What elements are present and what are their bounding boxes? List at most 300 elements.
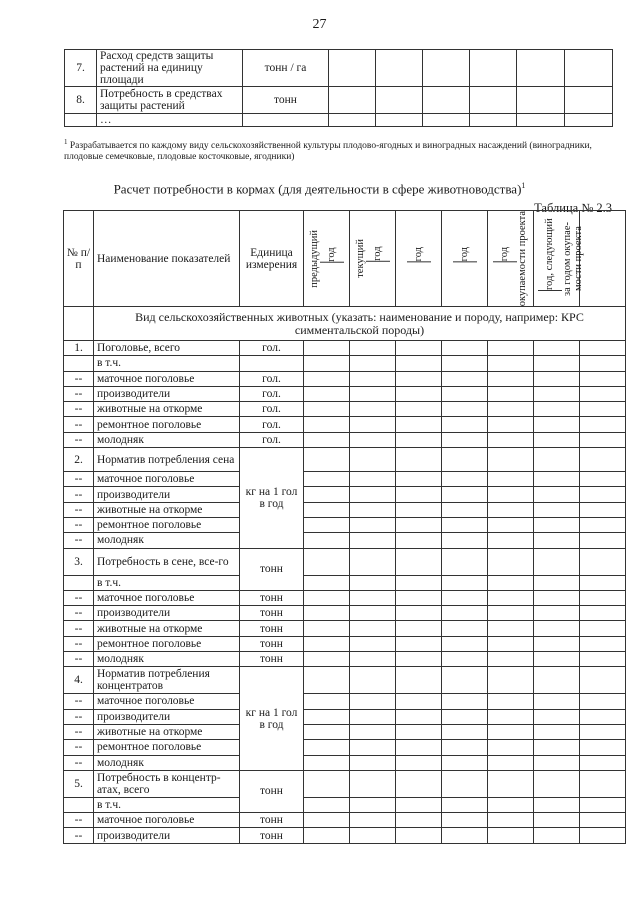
header-extra (580, 211, 626, 307)
value-cell[interactable] (376, 50, 423, 87)
value-cell[interactable] (396, 548, 442, 575)
value-cell[interactable] (396, 813, 442, 828)
value-cell[interactable] (565, 87, 613, 114)
row-num: -- (64, 636, 94, 651)
value-cell[interactable] (534, 740, 580, 755)
value-cell[interactable] (396, 636, 442, 651)
value-cell[interactable] (396, 487, 442, 502)
value-cell[interactable] (396, 652, 442, 667)
value-cell[interactable] (396, 667, 442, 694)
value-cell[interactable] (350, 740, 396, 755)
footnote-text: Разрабатывается по каждому виду сельскохозяйственной культуры плодово-ягодных и виноградных насаждений (виноградники, плодовые семечковые, плодовые косточковые, ягодники) (64, 141, 592, 163)
value-cell[interactable] (396, 402, 442, 417)
value-cell[interactable] (580, 652, 626, 667)
value-cell[interactable] (534, 590, 580, 605)
value-cell[interactable] (304, 386, 350, 401)
value-cell[interactable] (488, 813, 534, 828)
value-cell[interactable] (304, 621, 350, 636)
value-cell[interactable] (580, 770, 626, 797)
value-cell[interactable] (304, 356, 350, 371)
value-cell[interactable] (350, 386, 396, 401)
row-name: в т.ч. (94, 356, 240, 371)
value-cell[interactable] (580, 341, 626, 356)
value-cell[interactable] (580, 548, 626, 575)
value-cell[interactable] (304, 517, 350, 532)
value-cell[interactable] (329, 114, 376, 127)
value-cell[interactable] (423, 87, 470, 114)
value-cell[interactable] (534, 371, 580, 386)
row-name: молодняк (94, 533, 240, 548)
value-cell[interactable] (329, 50, 376, 87)
value-cell[interactable] (396, 575, 442, 590)
row-unit: тонн (240, 770, 304, 812)
value-cell[interactable] (488, 740, 534, 755)
value-cell[interactable] (534, 548, 580, 575)
heading-mark: 1 (521, 181, 526, 190)
value-cell[interactable] (442, 448, 488, 472)
value-cell[interactable] (488, 487, 534, 502)
value-cell[interactable] (350, 417, 396, 432)
value-cell[interactable] (442, 371, 488, 386)
value-cell[interactable] (534, 417, 580, 432)
value-cell[interactable] (534, 402, 580, 417)
value-cell[interactable] (304, 797, 350, 812)
value-cell[interactable] (396, 590, 442, 605)
section-title: Вид сельскохозяйственных животных (указать: наименование и породу, например: КРС симментальской породы) (94, 307, 626, 341)
value-cell[interactable] (396, 724, 442, 739)
value-cell[interactable] (396, 606, 442, 621)
value-cell[interactable] (580, 813, 626, 828)
value-cell[interactable] (304, 575, 350, 590)
value-cell[interactable] (517, 87, 565, 114)
value-cell[interactable] (442, 694, 488, 709)
row-name: ремонтное поголовье (94, 517, 240, 532)
table-row (64, 606, 626, 621)
value-cell[interactable] (350, 502, 396, 517)
value-cell[interactable] (304, 402, 350, 417)
value-cell[interactable] (442, 606, 488, 621)
value-cell[interactable] (534, 487, 580, 502)
value-cell[interactable] (350, 724, 396, 739)
value-cell[interactable] (396, 828, 442, 843)
value-cell[interactable] (470, 50, 517, 87)
value-cell[interactable] (350, 797, 396, 812)
row-num (64, 575, 94, 590)
value-cell[interactable] (442, 724, 488, 739)
value-cell[interactable] (442, 533, 488, 548)
value-cell[interactable] (580, 432, 626, 447)
value-cell[interactable] (580, 371, 626, 386)
value-cell[interactable] (534, 770, 580, 797)
value-cell[interactable] (396, 533, 442, 548)
value-cell[interactable] (442, 341, 488, 356)
value-cell[interactable] (488, 402, 534, 417)
row-name: производители (94, 386, 240, 401)
value-cell[interactable] (396, 417, 442, 432)
value-cell[interactable] (304, 740, 350, 755)
value-cell[interactable] (488, 448, 534, 472)
value-cell[interactable] (350, 636, 396, 651)
row-name: Расход средств защиты растений на единицу площади (97, 50, 243, 87)
row-name: производители (94, 709, 240, 724)
row-unit: тонн (240, 548, 304, 590)
value-cell[interactable] (350, 694, 396, 709)
year-word: год (326, 246, 337, 262)
value-cell[interactable] (580, 487, 626, 502)
row-num (64, 797, 94, 812)
value-cell[interactable] (396, 386, 442, 401)
header-payback-year (488, 211, 534, 307)
table-row (64, 813, 626, 828)
value-cell[interactable] (396, 797, 442, 812)
value-cell[interactable] (534, 667, 580, 694)
value-cell[interactable] (580, 724, 626, 739)
value-cell[interactable] (488, 533, 534, 548)
value-cell[interactable] (396, 341, 442, 356)
value-cell[interactable] (534, 724, 580, 739)
table-row (64, 487, 626, 502)
value-cell[interactable] (488, 590, 534, 605)
value-cell[interactable] (488, 652, 534, 667)
year-word: год (543, 275, 555, 291)
value-cell[interactable] (534, 621, 580, 636)
value-cell[interactable] (488, 709, 534, 724)
value-cell[interactable] (442, 386, 488, 401)
value-cell[interactable] (442, 575, 488, 590)
value-cell[interactable] (580, 502, 626, 517)
value-cell[interactable] (488, 502, 534, 517)
row-name: производители (94, 828, 240, 843)
row-name: в т.ч. (94, 797, 240, 812)
value-cell[interactable] (488, 548, 534, 575)
row-num: -- (64, 652, 94, 667)
value-cell[interactable] (580, 386, 626, 401)
row-num: 1. (64, 341, 94, 356)
row-num: -- (64, 487, 94, 502)
value-cell[interactable] (442, 432, 488, 447)
row-num: -- (64, 417, 94, 432)
value-cell[interactable] (580, 709, 626, 724)
row-unit: гол. (240, 371, 304, 386)
value-cell[interactable] (580, 740, 626, 755)
value-cell[interactable] (442, 813, 488, 828)
value-cell[interactable] (442, 740, 488, 755)
value-cell[interactable] (580, 472, 626, 487)
value-cell[interactable] (580, 797, 626, 812)
value-cell[interactable] (304, 770, 350, 797)
value-cell[interactable] (396, 770, 442, 797)
value-cell[interactable] (488, 606, 534, 621)
value-cell[interactable] (565, 114, 613, 127)
value-cell[interactable] (488, 755, 534, 770)
value-cell[interactable] (350, 548, 396, 575)
value-cell[interactable] (442, 402, 488, 417)
row-unit: тонн (240, 590, 304, 605)
value-cell[interactable] (304, 371, 350, 386)
table-number: Таблица № 2.3 (534, 201, 612, 215)
value-cell[interactable] (580, 621, 626, 636)
value-cell[interactable] (350, 517, 396, 532)
value-cell[interactable] (580, 417, 626, 432)
row-num: -- (64, 755, 94, 770)
row-name: Потребность в концентр-атах, всего (94, 770, 240, 797)
value-cell[interactable] (534, 813, 580, 828)
value-cell[interactable] (350, 652, 396, 667)
value-cell[interactable] (304, 548, 350, 575)
value-cell[interactable] (470, 114, 517, 127)
row-num: 4. (64, 667, 94, 694)
value-cell[interactable] (304, 533, 350, 548)
row-unit: тонн (240, 828, 304, 843)
row-name: молодняк (94, 432, 240, 447)
value-cell[interactable] (488, 770, 534, 797)
value-cell[interactable] (534, 709, 580, 724)
year-blank (407, 261, 431, 270)
value-cell[interactable] (580, 402, 626, 417)
value-cell[interactable] (304, 606, 350, 621)
value-cell[interactable] (396, 709, 442, 724)
row-unit: тонн (240, 813, 304, 828)
year-word: год (458, 246, 470, 262)
value-cell[interactable] (350, 606, 396, 621)
value-cell[interactable] (442, 517, 488, 532)
value-cell[interactable] (488, 667, 534, 694)
value-cell[interactable] (488, 341, 534, 356)
value-cell[interactable] (350, 356, 396, 371)
value-cell[interactable] (350, 755, 396, 770)
value-cell[interactable] (350, 590, 396, 605)
value-cell[interactable] (442, 502, 488, 517)
value-cell[interactable] (304, 448, 350, 472)
value-cell[interactable] (580, 590, 626, 605)
row-name: ремонтное поголовье (94, 636, 240, 651)
table-row (64, 828, 626, 843)
value-cell[interactable] (396, 502, 442, 517)
value-cell[interactable] (534, 432, 580, 447)
value-cell[interactable] (580, 575, 626, 590)
value-cell[interactable] (396, 694, 442, 709)
value-cell[interactable] (304, 724, 350, 739)
value-cell[interactable] (376, 87, 423, 114)
value-cell[interactable] (488, 371, 534, 386)
value-cell[interactable] (580, 636, 626, 651)
row-num: -- (64, 371, 94, 386)
value-cell[interactable] (442, 417, 488, 432)
value-cell[interactable] (396, 755, 442, 770)
curr-year-label: текущий (355, 239, 366, 279)
value-cell[interactable] (304, 417, 350, 432)
value-cell[interactable] (488, 386, 534, 401)
value-cell[interactable] (442, 621, 488, 636)
value-cell[interactable] (376, 114, 423, 127)
value-cell[interactable] (488, 472, 534, 487)
value-cell[interactable] (534, 502, 580, 517)
year-blank (366, 261, 390, 270)
value-cell[interactable] (517, 50, 565, 87)
value-cell[interactable] (488, 432, 534, 447)
table-row (64, 724, 626, 739)
value-cell[interactable] (396, 371, 442, 386)
value-cell[interactable] (488, 356, 534, 371)
value-cell[interactable] (442, 356, 488, 371)
value-cell[interactable] (350, 621, 396, 636)
table-row (65, 87, 613, 114)
value-cell[interactable] (304, 709, 350, 724)
row-unit: гол. (240, 432, 304, 447)
value-cell[interactable] (350, 432, 396, 447)
value-cell[interactable] (488, 828, 534, 843)
value-cell[interactable] (534, 517, 580, 532)
value-cell[interactable] (442, 709, 488, 724)
value-cell[interactable] (350, 448, 396, 472)
header-year-3 (396, 211, 442, 307)
header-year-4 (442, 211, 488, 307)
value-cell[interactable] (350, 667, 396, 694)
value-cell[interactable] (442, 590, 488, 605)
value-cell[interactable] (442, 548, 488, 575)
value-cell[interactable] (350, 341, 396, 356)
value-cell[interactable] (350, 402, 396, 417)
value-cell[interactable] (442, 652, 488, 667)
value-cell[interactable] (350, 371, 396, 386)
value-cell[interactable] (580, 828, 626, 843)
value-cell[interactable] (304, 636, 350, 651)
value-cell[interactable] (350, 828, 396, 843)
value-cell[interactable] (304, 813, 350, 828)
row-unit: кг на 1 гол в год (240, 448, 304, 548)
value-cell[interactable] (534, 448, 580, 472)
value-cell[interactable] (304, 694, 350, 709)
row-name: … (97, 114, 243, 127)
value-cell[interactable] (534, 606, 580, 621)
value-cell[interactable] (304, 341, 350, 356)
value-cell[interactable] (442, 755, 488, 770)
value-cell[interactable] (396, 621, 442, 636)
value-cell[interactable] (488, 575, 534, 590)
row-num: 8. (65, 87, 97, 114)
value-cell[interactable] (442, 770, 488, 797)
value-cell[interactable] (488, 417, 534, 432)
value-cell[interactable] (580, 667, 626, 694)
value-cell[interactable] (580, 356, 626, 371)
value-cell[interactable] (488, 621, 534, 636)
value-cell[interactable] (534, 755, 580, 770)
row-num: -- (64, 472, 94, 487)
row-name: маточное поголовье (94, 590, 240, 605)
value-cell[interactable] (350, 575, 396, 590)
value-cell[interactable] (565, 50, 613, 87)
value-cell[interactable] (396, 517, 442, 532)
value-cell[interactable] (350, 709, 396, 724)
value-cell[interactable] (350, 533, 396, 548)
value-cell[interactable] (534, 652, 580, 667)
value-cell[interactable] (488, 724, 534, 739)
header-curr-year (350, 211, 396, 307)
value-cell[interactable] (304, 487, 350, 502)
value-cell[interactable] (442, 667, 488, 694)
value-cell[interactable] (329, 87, 376, 114)
value-cell[interactable] (580, 694, 626, 709)
row-name: производители (94, 606, 240, 621)
value-cell[interactable] (442, 828, 488, 843)
value-cell[interactable] (304, 590, 350, 605)
value-cell[interactable] (396, 432, 442, 447)
value-cell[interactable] (534, 797, 580, 812)
value-cell[interactable] (488, 797, 534, 812)
value-cell[interactable] (304, 502, 350, 517)
value-cell[interactable] (534, 341, 580, 356)
value-cell[interactable] (488, 517, 534, 532)
value-cell[interactable] (488, 636, 534, 651)
row-num: -- (64, 502, 94, 517)
row-name: в т.ч. (94, 575, 240, 590)
value-cell[interactable] (350, 770, 396, 797)
value-cell[interactable] (534, 356, 580, 371)
table-row (64, 740, 626, 755)
value-cell[interactable] (442, 487, 488, 502)
value-cell[interactable] (534, 533, 580, 548)
value-cell[interactable] (488, 694, 534, 709)
value-cell[interactable] (304, 472, 350, 487)
value-cell[interactable] (442, 797, 488, 812)
row-name: маточное поголовье (94, 371, 240, 386)
row-num: -- (64, 813, 94, 828)
row-name: животные на откорме (94, 621, 240, 636)
value-cell[interactable] (534, 575, 580, 590)
value-cell[interactable] (304, 755, 350, 770)
table-plant-protection (64, 49, 613, 127)
value-cell[interactable] (534, 636, 580, 651)
value-cell[interactable] (534, 828, 580, 843)
value-cell[interactable] (304, 667, 350, 694)
value-cell[interactable] (350, 813, 396, 828)
row-num (65, 114, 97, 127)
year-word: год (412, 246, 424, 262)
value-cell[interactable] (396, 356, 442, 371)
value-cell[interactable] (304, 652, 350, 667)
value-cell[interactable] (423, 114, 470, 127)
year-word: год (372, 246, 383, 262)
value-cell[interactable] (304, 432, 350, 447)
value-cell[interactable] (350, 472, 396, 487)
table-row (64, 755, 626, 770)
row-unit: тонн (240, 636, 304, 651)
value-cell[interactable] (580, 755, 626, 770)
value-cell[interactable] (580, 533, 626, 548)
value-cell[interactable] (304, 828, 350, 843)
value-cell[interactable] (534, 386, 580, 401)
value-cell[interactable] (442, 636, 488, 651)
value-cell[interactable] (517, 114, 565, 127)
value-cell[interactable] (534, 694, 580, 709)
value-cell[interactable] (580, 606, 626, 621)
value-cell[interactable] (396, 740, 442, 755)
value-cell[interactable] (396, 448, 442, 472)
row-num: -- (64, 828, 94, 843)
header-num: № п/п (64, 211, 94, 307)
value-cell[interactable] (396, 472, 442, 487)
table-row (64, 533, 626, 548)
value-cell[interactable] (442, 472, 488, 487)
row-num: -- (64, 517, 94, 532)
value-cell[interactable] (423, 50, 470, 87)
row-num: -- (64, 402, 94, 417)
value-cell[interactable] (580, 448, 626, 472)
value-cell[interactable] (470, 87, 517, 114)
value-cell[interactable] (350, 487, 396, 502)
value-cell[interactable] (580, 517, 626, 532)
value-cell[interactable] (534, 472, 580, 487)
